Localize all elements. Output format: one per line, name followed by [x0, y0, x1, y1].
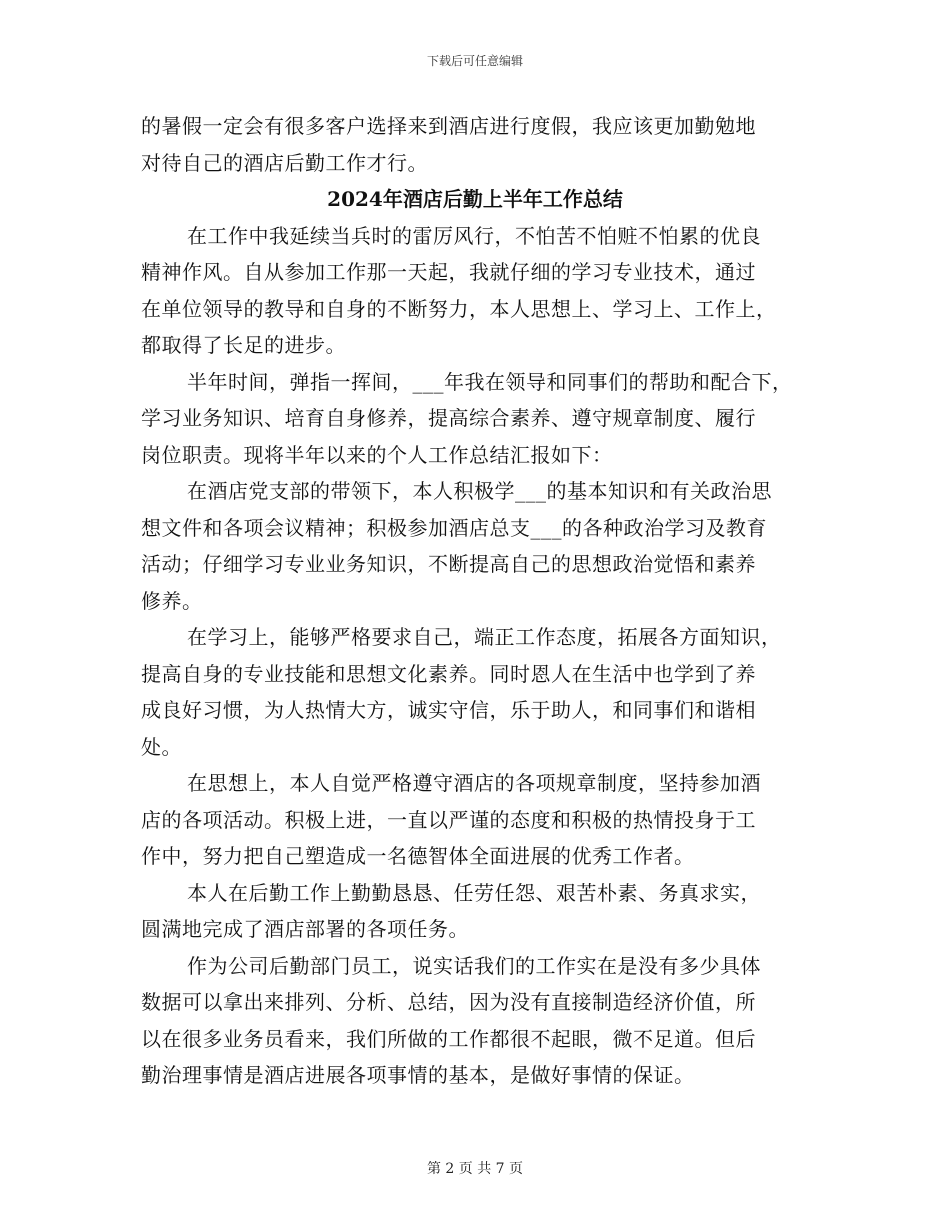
body-line: 处。	[141, 735, 182, 759]
page-footer: 第 2 页 共 7 页	[426, 1161, 524, 1177]
body-line: 以在很多业务员看来，我们所做的工作都很不起眼，微不足道。但后	[141, 1027, 756, 1051]
body-line: 学习业务知识、培育自身修养，提高综合素养、遵守规章制度、履行	[141, 406, 756, 430]
body-line: 作中，努力把自己塑造成一名德智体全面进展的优秀工作者。	[141, 844, 695, 868]
body-line: 修养。	[141, 589, 203, 613]
body-line: 作为公司后勤部门员工，说实话我们的工作实在是没有多少具体	[187, 954, 761, 978]
body-line: 的暑假一定会有很多客户选择来到酒店进行度假，我应该更加勤勉地	[141, 114, 756, 138]
body-line: 成良好习惯，为人热情大方，诚实守信，乐于助人，和同事们和谐相	[141, 698, 756, 722]
body-line: 勤治理事情是酒店进展各项事情的基本，是做好事情的保证。	[141, 1063, 695, 1087]
body-line: 在单位领导的教导和自身的不断努力，本人思想上、学习上、工作上，	[141, 297, 777, 321]
body-line: 在学习上，能够严格要求自己，端正工作态度，拓展各方面知识，	[187, 625, 782, 649]
body-line: 提高自身的专业技能和思想文化素养。同时恩人在生活中也学到了养	[141, 662, 756, 686]
page-header: 下载后可任意编辑	[426, 54, 523, 68]
body-line: 岗位职责。现将半年以来的个人工作总结汇报如下：	[141, 443, 613, 467]
body-line: 数据可以拿出来排列、分析、总结，因为没有直接制造经济价值，所	[141, 990, 756, 1014]
body-line: 在工作中我延续当兵时的雷厉风行，不怕苦不怕赃不怕累的优良	[187, 224, 761, 248]
body-line: 想文件和各项会议精神；积极参加酒店总支___的各种政治学习及教育	[141, 516, 767, 540]
body-line: 都取得了长足的进步。	[141, 333, 346, 357]
document-title: 2024年酒店后勤上半年工作总结	[327, 187, 623, 211]
body-line: 活动；仔细学习专业业务知识，不断提高自己的思想政治觉悟和素养	[141, 552, 756, 576]
body-line: 精神作风。自从参加工作那一天起，我就仔细的学习专业技术，通过	[141, 260, 756, 284]
body-line: 在思想上，本人自觉严格遵守酒店的各项规章制度，坚持参加酒	[187, 771, 761, 795]
body-line: 圆满地完成了酒店部署的各项任务。	[141, 917, 469, 941]
body-line: 本人在后勤工作上勤勤恳恳、任劳任怨、艰苦朴素、务真求实，	[187, 881, 761, 905]
body-line: 半年时间，弹指一挥间，___年我在领导和同事们的帮助和配合下，	[187, 370, 793, 394]
body-line: 对待自己的酒店后勤工作才行。	[141, 151, 428, 175]
body-line: 在酒店党支部的带领下，本人积极学___的基本知识和有关政治思	[187, 479, 772, 503]
body-line: 店的各项活动。积极上进，一直以严谨的态度和积极的热情投身于工	[141, 808, 756, 832]
